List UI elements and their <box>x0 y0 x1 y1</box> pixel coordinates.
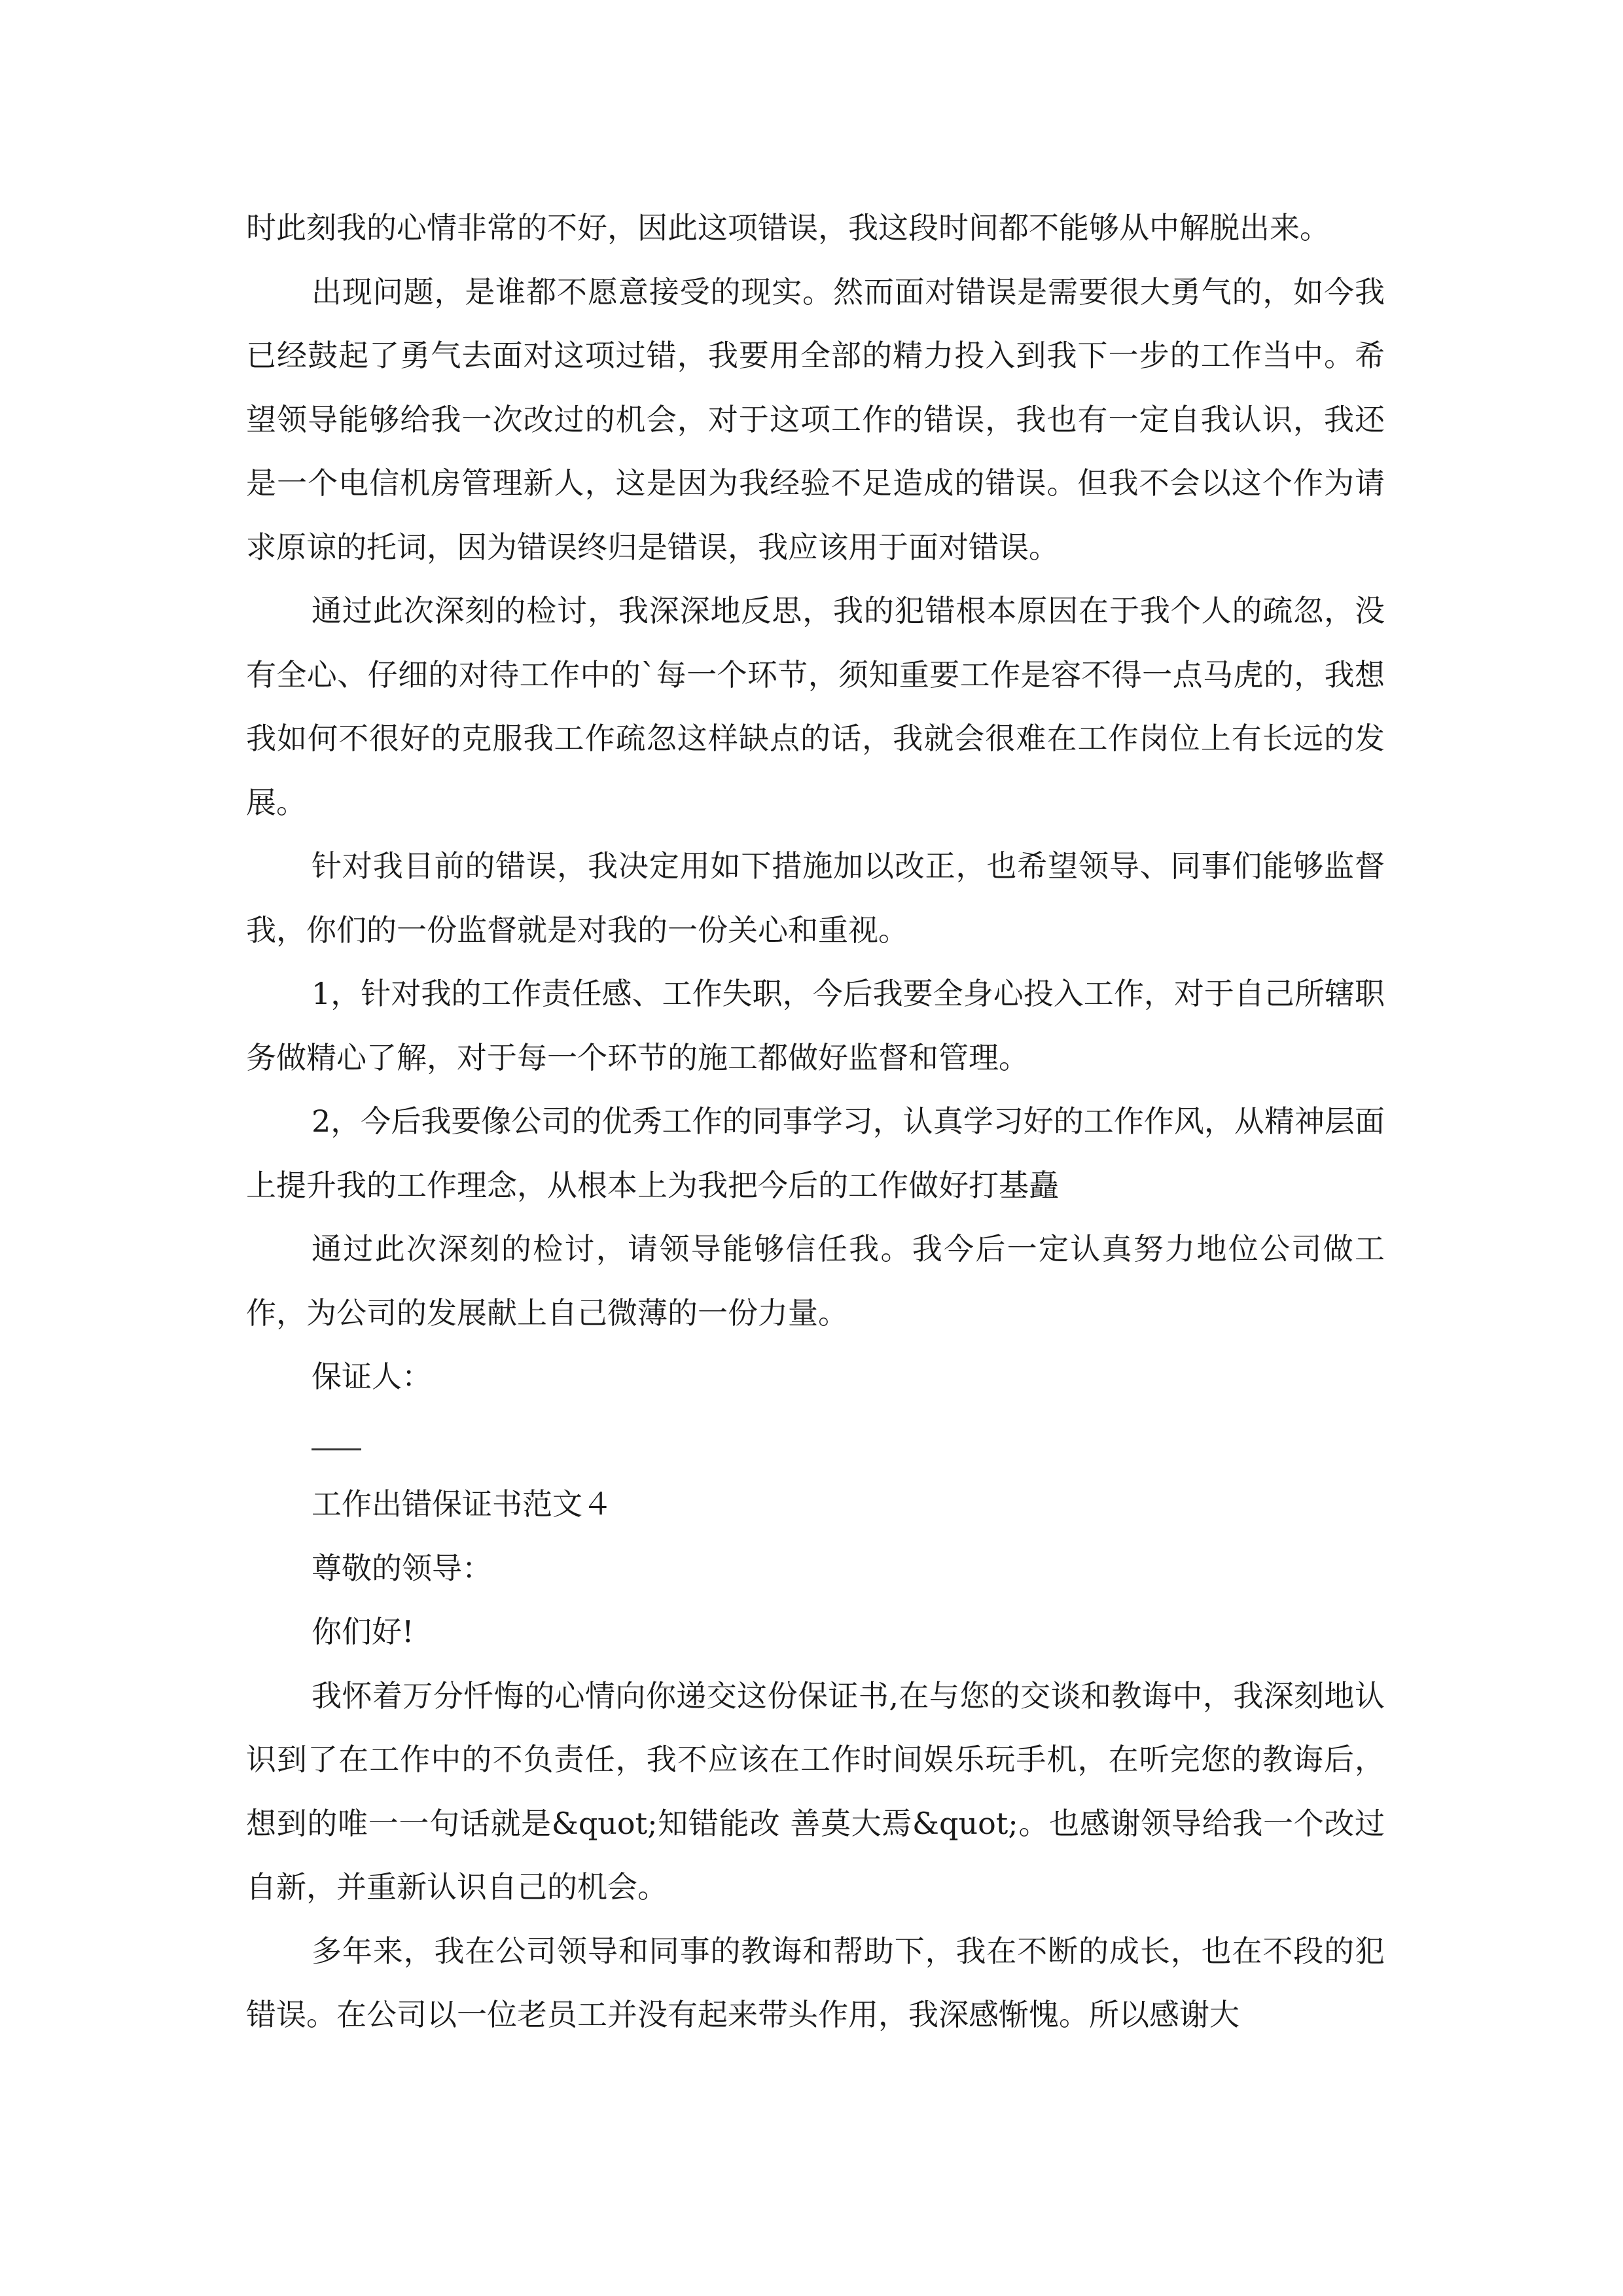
document-body <box>246 196 1385 2047</box>
paragraph-facing-mistake: 出现问题，是谁都不愿意接受的现实。然而面对错误是需要很大勇气的，如今我已经鼓起了勇气去面对这项过错，我要用全部的精力投入到我下一步的工作当中。希望领导能够给我一次改过的机会，对于这项工作的错误，我也有一定自我认识，我还是一个电信机房管理新人，这是因为我经验不足造成的错误。但我不会以这个作为请求原谅的托词，因为错误终归是错误，我应该用于面对错误。 <box>246 274 1385 565</box>
paragraph-repentance: 我怀着万分忏悔的心情向你递交这份保证书,在与您的交谈和教诲中，我深刻地认识到了在工作中的不负责任，我不应该在工作时间娱乐玩手机，在听完您的教诲后，想到的唯一一句话就是&quot;知错能改 善莫大焉&quot;。也感谢领导给我一个改过自新，并重新认识自己的机会。 <box>246 1677 1385 1905</box>
section-title: 工作出错保证书范文４ <box>312 1486 613 1522</box>
paragraph-closing-pledge: 通过此次深刻的检讨，请领导能够信任我。我今后一定认真努力地位公司做工作，为公司的发展献上自己微薄的一份力量。 <box>246 1231 1385 1331</box>
paragraph-years-growth: 多年来，我在公司领导和同事的教诲和帮助下，我在不断的成长，也在不段的犯错误。在公司以一位老员工并没有起来带头作用，我深感惭愧。所以感谢大 <box>246 1933 1385 2032</box>
paragraph-reflection: 通过此次深刻的检讨，我深深地反思，我的犯错根本原因在于我个人的疏忽，没有全心、仔细的对待工作中的`每一个环节，须知重要工作是容不得一点马虎的，我想我如何不很好的克服我工作疏忽这样缺点的话，我就会很难在工作岗位上有长远的发展。 <box>246 593 1385 820</box>
signature-line <box>312 1409 1385 1473</box>
guarantor-label: 保证人： <box>312 1359 432 1394</box>
salutation: 尊敬的领导： <box>312 1550 492 1586</box>
paragraph-measures-intro: 针对我目前的错误，我决定用如下措施加以改正，也希望领导、同事们能够监督我，你们的一份监督就是对我的一份关心和重视。 <box>246 848 1385 948</box>
greeting: 你们好! <box>312 1614 414 1649</box>
paragraph-measure-1: 1，针对我的工作责任感、工作失职，今后我要全身心投入工作，对于自己所辖职务做精心了解，对于每一个环节的施工都做好监督和管理。 <box>246 976 1385 1075</box>
paragraph-measure-2: 2，今后我要像公司的优秀工作的同事学习，认真学习好的工作作风，从精神层面上提升我的工作理念，从根本上为我把今后的工作做好打基矗 <box>246 1103 1385 1203</box>
paragraph-continuation: 时此刻我的心情非常的不好，因此这项错误，我这段时间都不能够从中解脱出来。 <box>246 210 1330 245</box>
